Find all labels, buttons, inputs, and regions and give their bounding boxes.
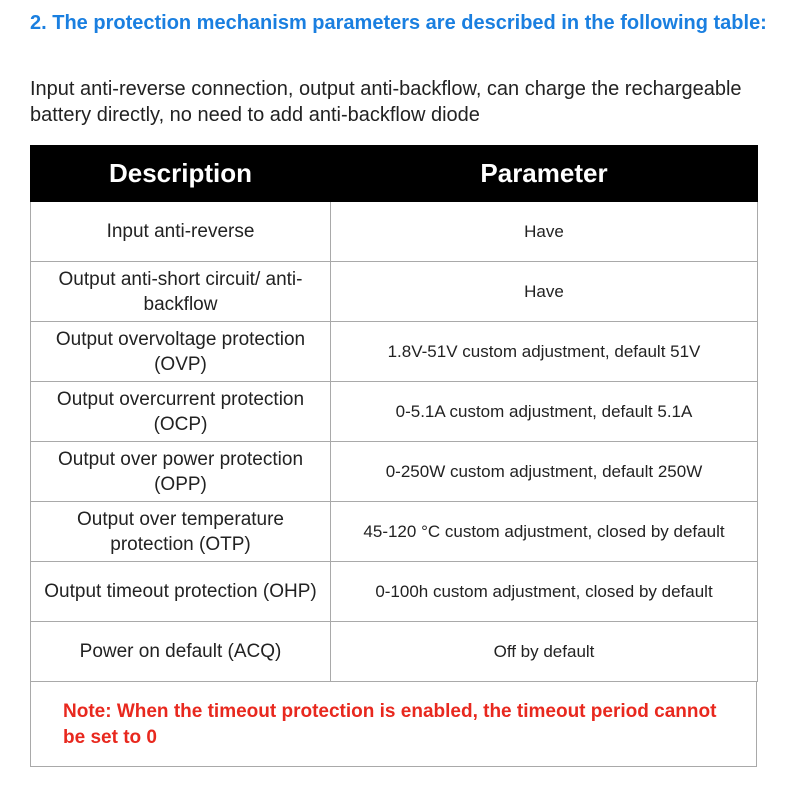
protection-parameters-table — [30, 145, 758, 682]
row-parameter: 0-100h custom adjustment, closed by default — [331, 562, 758, 622]
row-description: Power on default (ACQ) — [31, 622, 331, 682]
table-row — [31, 622, 758, 682]
parameter-column-header: Parameter — [331, 146, 758, 202]
row-description: Output over power protection (OPP) — [31, 442, 331, 502]
table-row — [31, 262, 758, 322]
timeout-note: Note: When the timeout protection is enabled, the timeout period cannot be set to 0 — [30, 681, 757, 767]
row-parameter: 0-5.1A custom adjustment, default 5.1A — [331, 382, 758, 442]
table-row — [31, 322, 758, 382]
row-description: Output over temperature protection (OTP) — [31, 502, 331, 562]
table-row — [31, 442, 758, 502]
table-row — [31, 382, 758, 442]
description-column-header: Description — [31, 146, 331, 202]
row-description: Input anti-reverse — [31, 202, 331, 262]
row-description: Output anti-short circuit/ anti-backflow — [31, 262, 331, 322]
row-description: Output overvoltage protection (OVP) — [31, 322, 331, 382]
row-description: Output timeout protection (OHP) — [31, 562, 331, 622]
row-parameter: 0-250W custom adjustment, default 250W — [331, 442, 758, 502]
row-parameter: 45-120 °C custom adjustment, closed by default — [331, 502, 758, 562]
section-heading: 2. The protection mechanism parameters are described in the following table: — [30, 12, 767, 34]
row-parameter: Off by default — [331, 622, 758, 682]
table-row — [31, 202, 758, 262]
table-row — [31, 502, 758, 562]
table-header-row — [31, 146, 758, 202]
intro-paragraph: Input anti-reverse connection, output anti-backflow, can charge the rechargeable battery directly, no need to add anti-backflow diode — [30, 78, 742, 126]
row-parameter: 1.8V-51V custom adjustment, default 51V — [331, 322, 758, 382]
row-parameter: Have — [331, 262, 758, 322]
row-parameter: Have — [331, 202, 758, 262]
row-description: Output overcurrent protection (OCP) — [31, 382, 331, 442]
table-row — [31, 562, 758, 622]
